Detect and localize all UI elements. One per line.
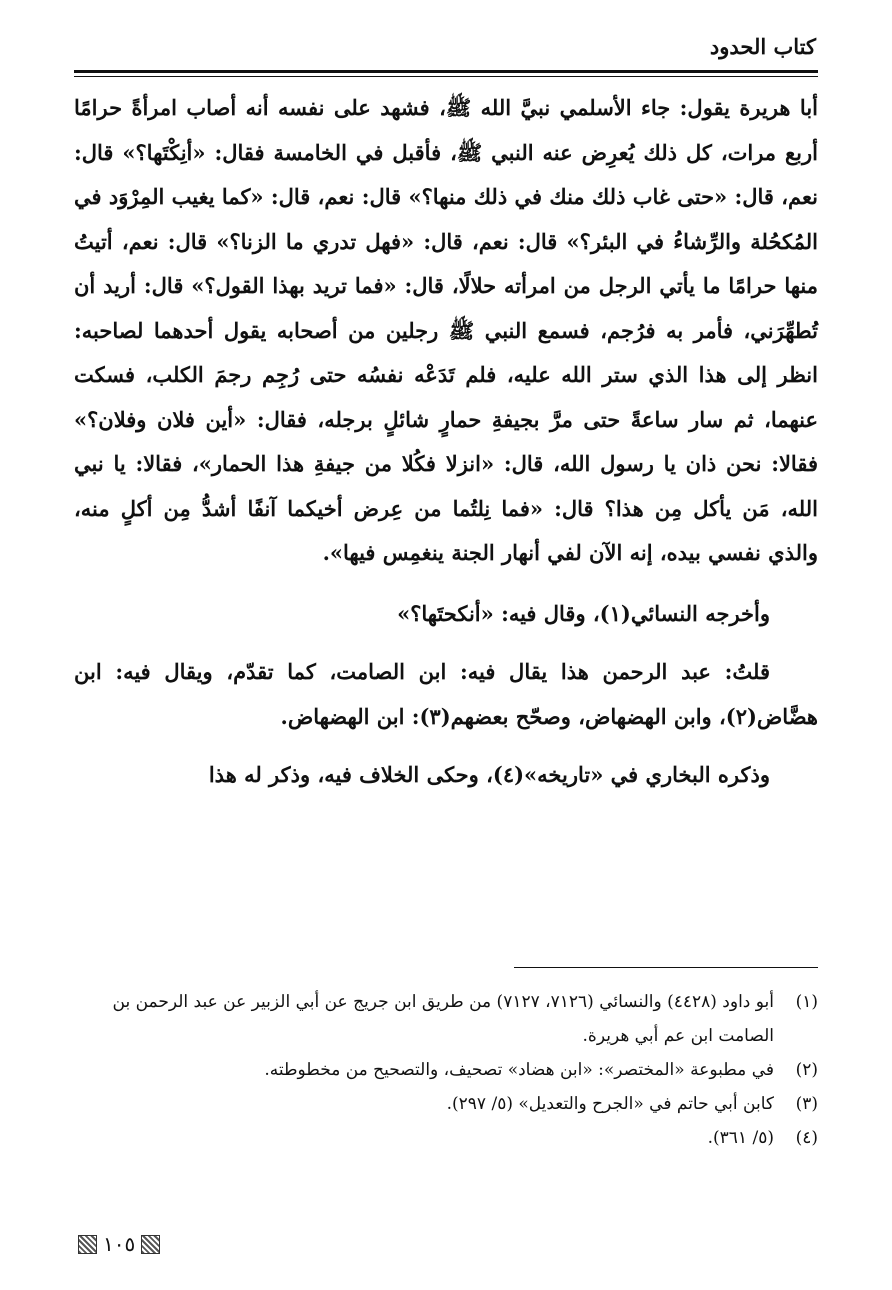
footnote-marker: (١) (795, 992, 818, 1012)
footnote-text: (٥/ ٣٦١). (707, 1128, 774, 1148)
paragraph-nasai: وأخرجه النسائي(١)، وقال فيه: «أنكحتَها؟» (397, 600, 770, 626)
ornament-left-icon (78, 1235, 97, 1254)
footnote-3 (74, 1087, 818, 1121)
footnote-text: أبو داود (٤٤٢٨) والنسائي (٧١٢٦، ٧١٢٧) من طريق ابن جريج عن أبي الزبير عن عبد الرحمن بن الصامت ابن عم أبي هريرة. (112, 992, 774, 1046)
footnote-marker: (٣) (795, 1094, 818, 1114)
footnotes (74, 985, 818, 1155)
footnote-2 (74, 1053, 818, 1087)
page-number: ١٠٥ (103, 1232, 136, 1256)
footnote-marker: (٢) (795, 1060, 818, 1080)
main-text (74, 86, 818, 798)
paragraph-comment: قلتُ: عبد الرحمن هذا يقال فيه: ابن الصامت، كما تقدّم، ويقال فيه: ابن هضَّاض(٢)، وابن الهضهاض، وصحّح بعضهم(٣): ابن الهضهاض. (74, 659, 818, 729)
page-number-block (78, 1232, 160, 1256)
header-rule-thick (74, 70, 818, 73)
running-title: كتاب الحدود (709, 34, 816, 59)
footnote-separator (514, 967, 818, 968)
footnote-marker: (٤) (795, 1128, 818, 1148)
header-rule-thin (74, 76, 818, 77)
footnote-1 (74, 985, 818, 1053)
paragraph-bukhari: وذكره البخاري في «تاريخه»(٤)، وحكى الخلاف فيه، وذكر له هذا (208, 762, 770, 787)
footnote-4 (74, 1121, 818, 1155)
footnote-text: كابن أبي حاتم في «الجرح والتعديل» (٥/ ٢٩٧). (446, 1094, 774, 1114)
ornament-right-icon (141, 1235, 160, 1254)
paragraph-hadith: أبا هريرة يقول: جاء الأسلمي نبيَّ الله ﷺ، فشهد على نفسه أنه أصاب امرأةً حرامًا أربع مرات، كل ذلك يُعرِض عنه النبي ﷺ، فأقبل في الخامسة فقال: «أنِكْتَها؟» قال: نعم، قال: «حتى غاب ذلك منك في ذلك منها؟» قال: نعم، قال: «كما يغيب المِرْوَد في المُكحُلة والرِّشاءُ في البئر؟» قال: نعم، قال: «فهل تدري ما الزنا؟» قال: نعم، أتيتُ منها حرامًا ما يأتي الرجل من امرأته حلالًا، قال: «فما تريد بهذا القول؟» قال: أريد أن تُطهِّرَني، فأمر به فرُجم، فسمع النبي ﷺ رجلين من أصحابه يقول أحدهما لصاحبه: انظر إلى هذا الذي ستر الله عليه، فلم تَدَعْه نفسُه حتى رُجِم رجمَ الكلب، فسكت عنهما، ثم سار ساعةً حتى مرَّ بجيفةِ حمارٍ شائلٍ برجله، فقال: «أين فلان وفلان؟» فقالا: نحن ذان يا رسول الله، قال: «انزلا فكُلا من جيفةِ هذا الحمار»، فقالا: يا نبي الله، مَن يأكل مِن هذا؟ قال: «فما نِلتُما من عِرض أخيكما آنفًا أشدُّ مِن أكلٍ منه، والذي نفسي بيده، إنه الآن لفي أنهار الجنة ينغمِس فيها». (74, 95, 818, 565)
footnote-text: في مطبوعة «المختصر»: «ابن هضاد» تصحيف، والتصحيح من مخطوطته. (264, 1060, 774, 1080)
